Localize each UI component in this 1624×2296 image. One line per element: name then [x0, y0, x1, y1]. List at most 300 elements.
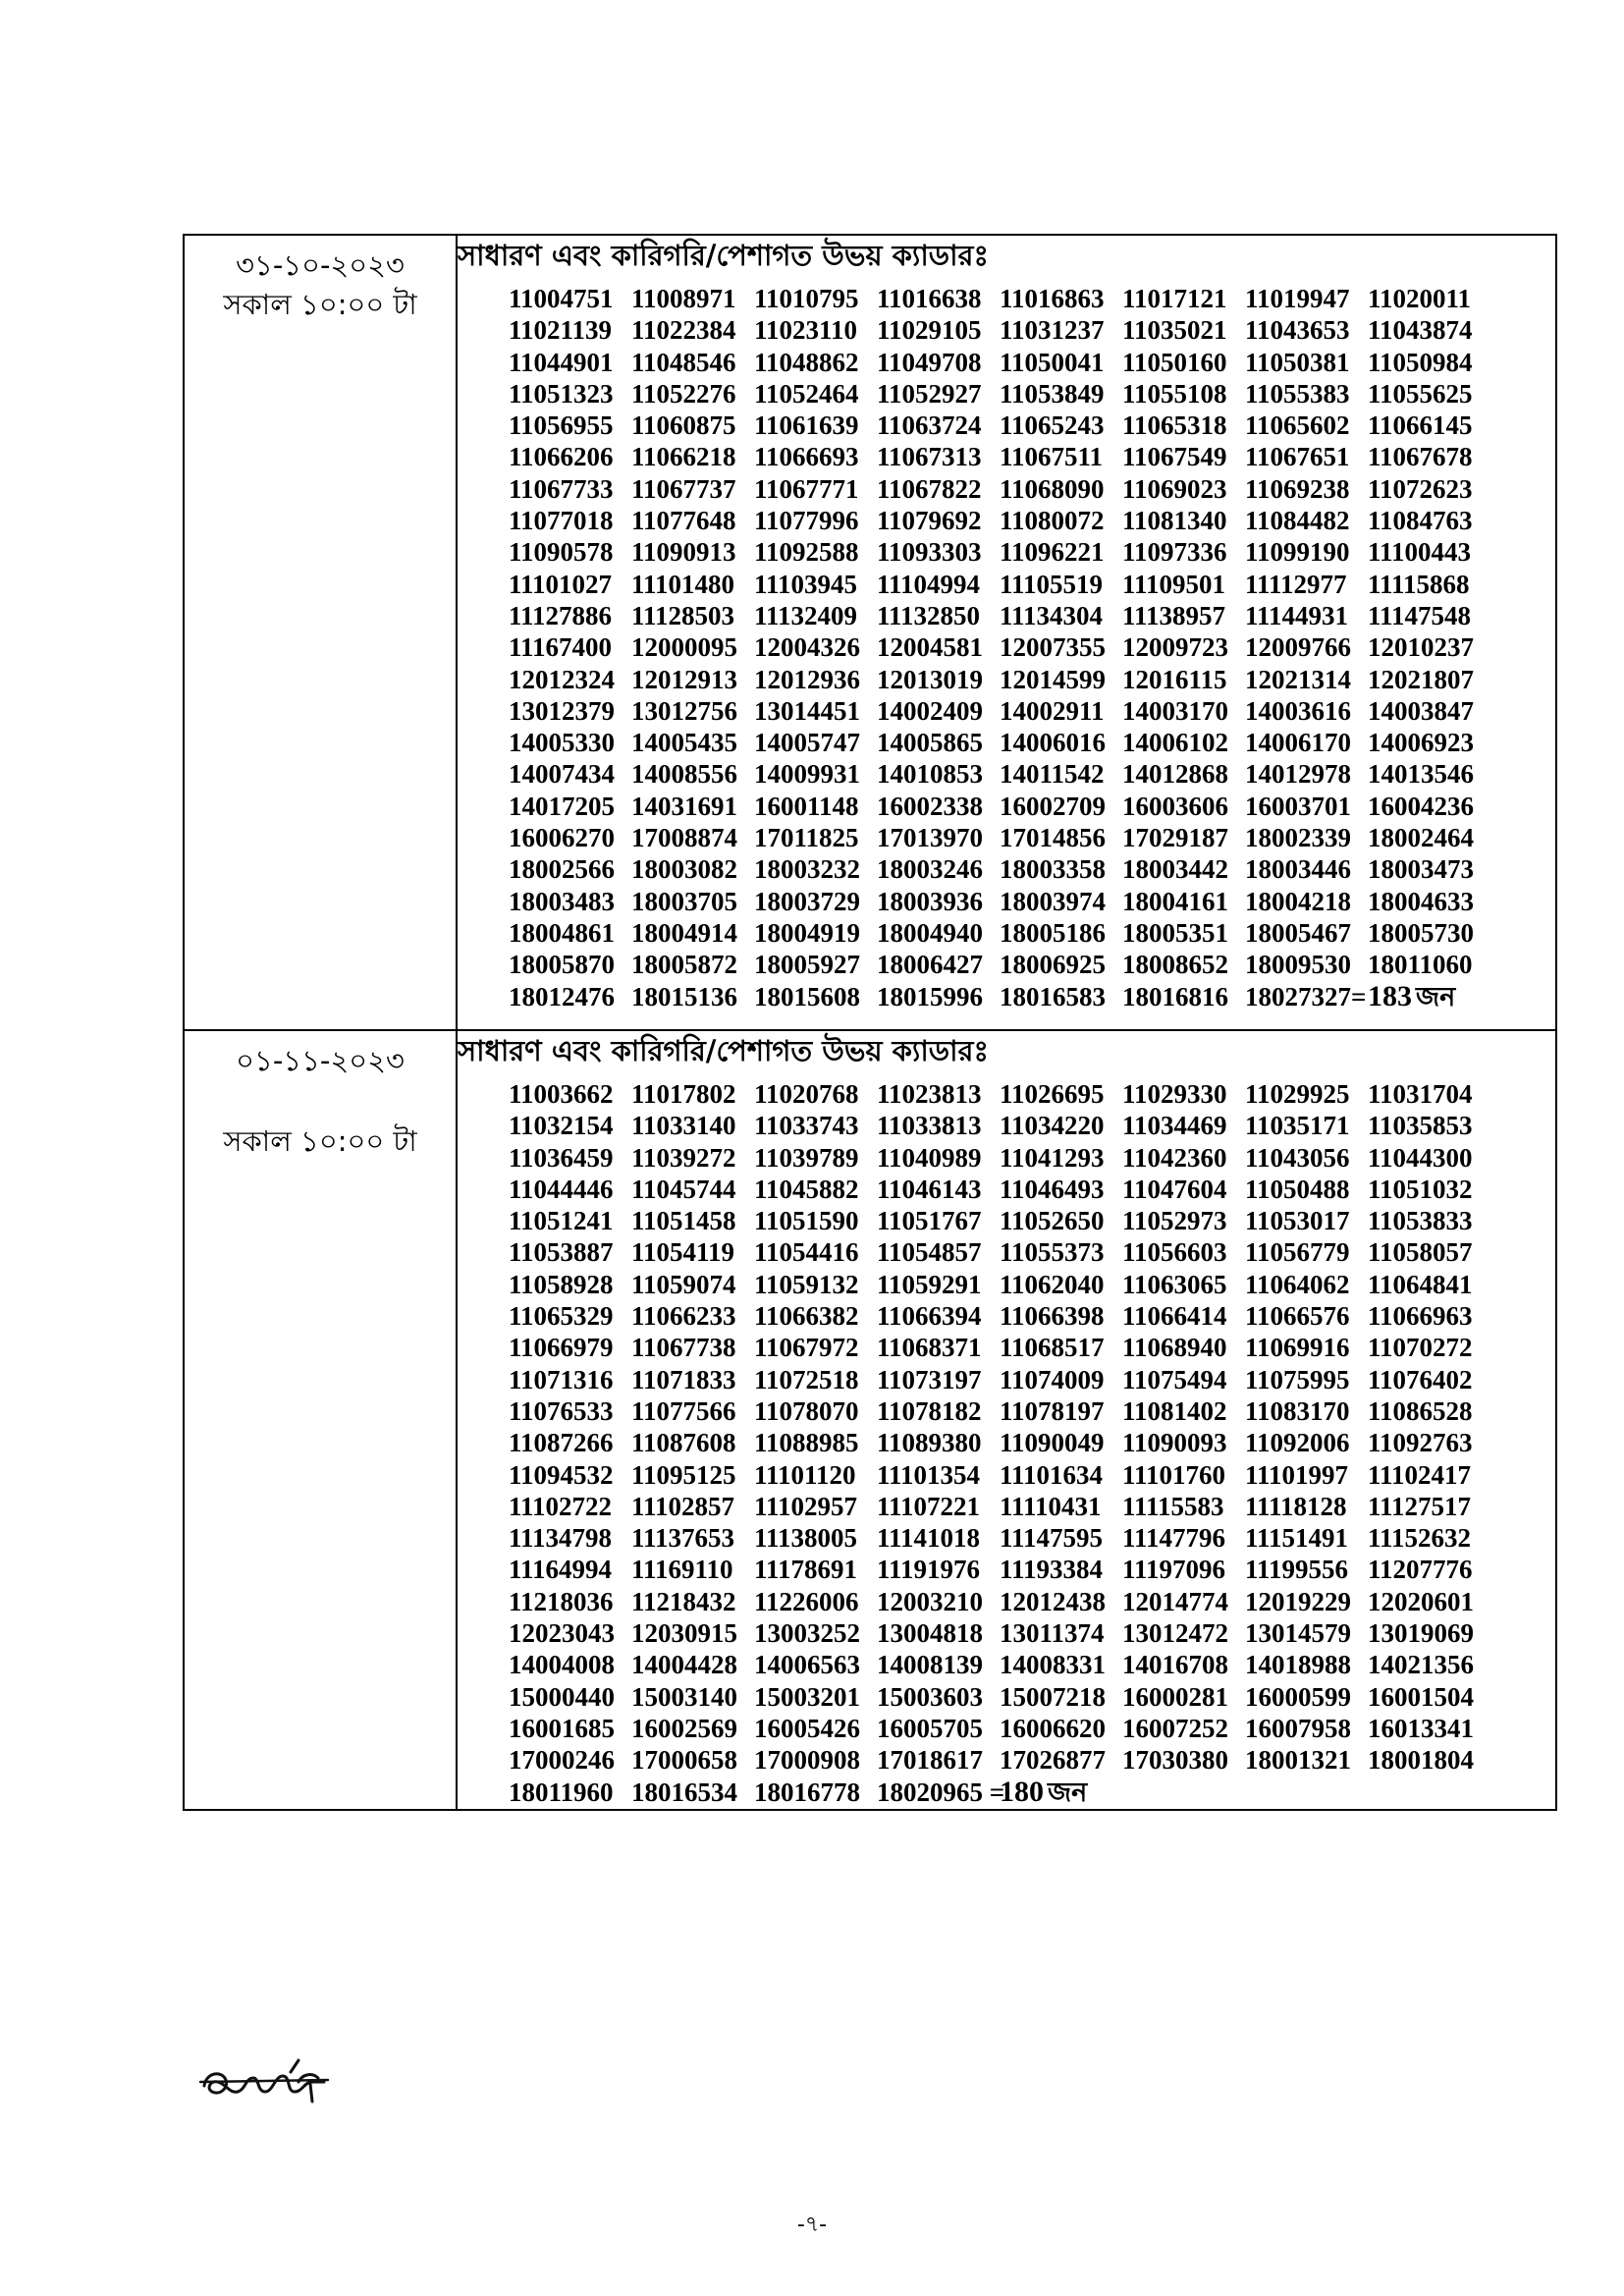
roll-number-list [509, 283, 1490, 1013]
roll-number: 11069916 [1245, 1333, 1350, 1363]
roll-number: 11071833 [631, 1364, 736, 1394]
roll-line [509, 758, 1490, 790]
roll-number: 18004914 [631, 917, 737, 948]
roll-number: 11147796 [1122, 1523, 1226, 1554]
roll-number: 15003201 [754, 1681, 860, 1712]
roll-number: 14012868 [1122, 759, 1228, 790]
roll-number: 14006102 [1122, 728, 1228, 758]
roll-number: 11026695 [1000, 1079, 1105, 1109]
roll-number: 11010795 [754, 284, 859, 313]
roll-number: 11132850 [877, 600, 981, 630]
roll-number: 11077018 [509, 506, 614, 536]
roll-number: 18004633 [1368, 886, 1474, 916]
roll-number: 11039789 [754, 1142, 859, 1173]
roll-number: 11193384 [1000, 1555, 1104, 1585]
roll-number: 11127886 [509, 600, 613, 630]
roll-number: 11079692 [877, 506, 982, 536]
roll-number: 14031691 [631, 791, 737, 821]
roll-number: 11016638 [877, 284, 982, 313]
roll-number: 17029187 [1122, 823, 1228, 853]
roll-number: 11067972 [754, 1333, 859, 1363]
roll-number: 18004161 [1122, 886, 1228, 916]
roll-number: 11068090 [1000, 473, 1105, 504]
roll-number: 11167400 [509, 632, 613, 663]
roll-number: 11075995 [1245, 1364, 1350, 1394]
roll-number: 11074009 [1000, 1364, 1105, 1394]
roll-number: 11065318 [1122, 410, 1227, 441]
roll-line [509, 1332, 1490, 1363]
roll-number: 11017121 [1122, 284, 1227, 313]
roll-number: 16001504 [1368, 1681, 1474, 1712]
roll-number: 11046143 [877, 1174, 982, 1204]
roll-number: 12010237 [1368, 632, 1474, 663]
roll-number: 12012324 [509, 664, 615, 694]
roll-number: 11066693 [754, 442, 859, 472]
roll-number: 11017802 [631, 1079, 736, 1109]
schedule-row [184, 235, 1556, 1030]
roll-number: 11094532 [509, 1459, 614, 1490]
roll-number: 11066233 [631, 1301, 736, 1332]
roll-number: 11151491 [1245, 1523, 1349, 1554]
roll-number: 11073197 [877, 1364, 982, 1394]
roll-number: 18004861 [509, 917, 615, 948]
roll-number: 16006620 [1000, 1713, 1106, 1743]
roll-number: 14017205 [509, 791, 615, 821]
roll-number: 11059291 [877, 1269, 982, 1299]
roll-number: 14005865 [877, 728, 983, 758]
roll-line [509, 917, 1490, 949]
roll-number: 11115868 [1368, 569, 1470, 599]
roll-number: 11100443 [1368, 537, 1472, 568]
page-number: -৭- [796, 2213, 828, 2237]
roll-number: 18008652 [1122, 950, 1228, 980]
roll-number: 11077566 [631, 1395, 736, 1426]
roll-number: 18015136 [631, 981, 737, 1011]
roll-number: 12019229 [1245, 1586, 1351, 1616]
roll-number: 16000599 [1245, 1681, 1351, 1712]
roll-number: 17008874 [631, 823, 737, 853]
roll-number: 11087266 [509, 1428, 614, 1458]
roll-number: 11087608 [631, 1428, 736, 1458]
roll-number: 11096221 [1000, 537, 1105, 568]
roll-number: 11023813 [877, 1079, 982, 1109]
roll-number: 11066394 [877, 1301, 982, 1332]
roll-number: 18016534 [631, 1777, 737, 1807]
roll-number: 11081340 [1122, 506, 1227, 536]
roll-number: 12007355 [1000, 632, 1106, 663]
roll-number: 11050381 [1245, 347, 1350, 377]
roll-number: 18005927 [754, 950, 860, 980]
roll-number: 11048546 [631, 347, 736, 377]
roll-number: 16006270 [509, 823, 615, 853]
roll-number: 14008331 [1000, 1650, 1106, 1680]
roll-number: 14006563 [754, 1650, 860, 1680]
roll-line [509, 631, 1490, 663]
roll-number: 11164994 [509, 1555, 613, 1585]
roll-number: 16007958 [1245, 1713, 1351, 1743]
roll-number: 11067313 [877, 442, 982, 472]
roll-number: 11097336 [1122, 537, 1227, 568]
roll-number: 11101120 [754, 1459, 856, 1490]
roll-number: 11105519 [1000, 569, 1104, 599]
roll-number: 16004236 [1368, 791, 1474, 821]
roll-number: 11042360 [1122, 1142, 1227, 1173]
roll-number: 14003616 [1245, 695, 1351, 726]
roll-number: 12021807 [1368, 664, 1474, 694]
roll-number: 11029925 [1245, 1079, 1350, 1109]
roll-number: 11034469 [1122, 1111, 1227, 1141]
roll-number: 15007218 [1000, 1681, 1106, 1712]
roll-number: 14005435 [631, 728, 737, 758]
roll-number: 16005426 [754, 1713, 860, 1743]
roll-number: 11067678 [1368, 442, 1473, 472]
roll-number: 11147595 [1000, 1523, 1104, 1554]
exam-date: ৩১-১০-২০২৩ [236, 248, 405, 282]
roll-line [509, 441, 1490, 472]
roll-number: 11109501 [1122, 569, 1226, 599]
exam-time: সকাল ১০:০০ টা [223, 1124, 417, 1158]
roll-line [509, 1777, 1490, 1809]
roll-number: 18002566 [509, 854, 615, 885]
roll-number: 11058928 [509, 1269, 614, 1299]
roll-number: 11055373 [1000, 1237, 1105, 1268]
roll-number: 16003606 [1122, 791, 1228, 821]
roll-number: 11102722 [509, 1491, 613, 1521]
signature [196, 2052, 344, 2111]
roll-number: 18015996 [877, 981, 983, 1011]
roll-number: 11102857 [631, 1491, 735, 1521]
roll-number: 14002409 [877, 695, 983, 726]
roll-number: 11067733 [509, 473, 614, 504]
roll-number: 16002709 [1000, 791, 1106, 821]
roll-number: 11067511 [1000, 442, 1104, 472]
roll-number: 18020965 = [877, 1777, 1005, 1807]
roll-number: 18005351 [1122, 917, 1228, 948]
roll-number: 11050984 [1368, 347, 1473, 377]
roll-number: 13012379 [509, 695, 615, 726]
roll-number: 11066979 [509, 1333, 614, 1363]
roll-line [509, 283, 1490, 314]
roll-number: 14008139 [877, 1650, 983, 1680]
roll-number: 11134798 [509, 1523, 613, 1554]
roll-number: 17014856 [1000, 823, 1106, 853]
roll-number: 18009530 [1245, 950, 1351, 980]
roll-number: 11075494 [1122, 1364, 1227, 1394]
roll-number: 11083170 [1245, 1395, 1350, 1426]
roll-number: 11033140 [631, 1111, 736, 1141]
roll-list-cell [457, 235, 1556, 1030]
roll-number: 11141018 [877, 1523, 981, 1554]
roll-line [509, 822, 1490, 853]
roll-number: 18004218 [1245, 886, 1351, 916]
roll-number: 18003446 [1245, 854, 1351, 885]
roll-number: 11137653 [631, 1523, 735, 1554]
roll-number: 11095125 [631, 1459, 736, 1490]
roll-line [509, 1078, 1490, 1110]
roll-number: 13004818 [877, 1618, 983, 1649]
roll-number: 11132409 [754, 600, 858, 630]
roll-number: 11032154 [509, 1111, 614, 1141]
roll-number: 17026877 [1000, 1745, 1106, 1776]
roll-number: 14003170 [1122, 695, 1228, 726]
roll-number: 13012472 [1122, 1618, 1228, 1649]
roll-number: 11067549 [1122, 442, 1227, 472]
roll-number: 11054857 [877, 1237, 982, 1268]
roll-number: 11035021 [1122, 315, 1227, 346]
roll-number: 18003442 [1122, 854, 1228, 885]
roll-number: 11072518 [754, 1364, 859, 1394]
roll-number: 11050488 [1245, 1174, 1350, 1204]
roll-line [509, 314, 1490, 346]
roll-line [509, 1142, 1490, 1174]
roll-number: 11068940 [1122, 1333, 1227, 1363]
roll-line [509, 1174, 1490, 1205]
roll-number: 18012476 [509, 981, 615, 1011]
roll-number: 11103945 [754, 569, 858, 599]
roll-number: 11053849 [1000, 378, 1105, 409]
roll-number: 18015608 [754, 981, 860, 1011]
roll-number: 11107221 [877, 1491, 981, 1521]
roll-number: 11065243 [1000, 410, 1105, 441]
roll-line [509, 1744, 1490, 1776]
roll-number: 18027327= [1245, 981, 1367, 1011]
roll-number: 18003705 [631, 886, 737, 916]
roll-number: 16003701 [1245, 791, 1351, 821]
roll-number: 11092763 [1368, 1428, 1473, 1458]
roll-number: 11064841 [1368, 1269, 1473, 1299]
roll-number: 11110431 [1000, 1491, 1102, 1521]
roll-number: 11055625 [1368, 378, 1473, 409]
roll-number: 11066576 [1245, 1301, 1350, 1332]
roll-number: 18003358 [1000, 854, 1106, 885]
roll-number: 18002464 [1368, 823, 1474, 853]
roll-number: 11056603 [1122, 1237, 1227, 1268]
roll-number: 11084763 [1368, 506, 1473, 536]
roll-number: 11099190 [1245, 537, 1350, 568]
roll-number: 12004581 [877, 632, 983, 663]
roll-number: 11072623 [1368, 473, 1473, 504]
roll-number: 11063724 [877, 410, 982, 441]
roll-number: 11092588 [754, 537, 859, 568]
roll-number: 14021356 [1368, 1650, 1474, 1680]
roll-number: 11138957 [1122, 600, 1226, 630]
roll-number: 14004008 [509, 1650, 615, 1680]
roll-number: 18002339 [1245, 823, 1351, 853]
roll-number: 11226006 [754, 1586, 859, 1616]
roll-number: 11090049 [1000, 1428, 1105, 1458]
roll-line [509, 791, 1490, 822]
roll-number: 11045882 [754, 1174, 859, 1204]
roll-line [509, 505, 1490, 536]
roll-number: 14007434 [509, 759, 615, 790]
roll-number: 18001804 [1368, 1745, 1474, 1776]
roll-number: 14006923 [1368, 728, 1474, 758]
roll-number: 11003662 [509, 1079, 614, 1109]
roll-number: 11077996 [754, 506, 859, 536]
roll-number: 11035853 [1368, 1111, 1473, 1141]
roll-number: 11043874 [1368, 315, 1473, 346]
roll-number: 11147548 [1368, 600, 1472, 630]
roll-number: 11066963 [1368, 1301, 1473, 1332]
cadre-heading: সাধারণ এবং কারিগরি/পেশাগত উভয় ক্যাডারঃ [458, 239, 989, 272]
roll-line [509, 1269, 1490, 1300]
roll-number: 14005330 [509, 728, 615, 758]
roll-number: 18003974 [1000, 886, 1106, 916]
roll-number: 11051767 [877, 1206, 982, 1236]
roll-number: 11076402 [1368, 1364, 1473, 1394]
roll-number: 16000281 [1122, 1681, 1228, 1712]
roll-number: 11056955 [509, 410, 614, 441]
roll-number: 11062040 [1000, 1269, 1105, 1299]
roll-number: 11051323 [509, 378, 614, 409]
roll-number: 11039272 [631, 1142, 736, 1173]
roll-number: 17030380 [1122, 1745, 1228, 1776]
roll-number: 18016583 [1000, 981, 1106, 1011]
roll-number: 11044901 [509, 347, 614, 377]
roll-number: 11077648 [631, 506, 736, 536]
roll-number: 18003246 [877, 854, 983, 885]
roll-number: 11218036 [509, 1586, 614, 1616]
roll-number: 11068517 [1000, 1333, 1105, 1363]
roll-number: 11090578 [509, 537, 614, 568]
roll-number: 16005705 [877, 1713, 983, 1743]
roll-number: 11144931 [1245, 600, 1349, 630]
roll-number: 18005186 [1000, 917, 1106, 948]
roll-number: 12030915 [631, 1618, 737, 1649]
roll-number: 18005467 [1245, 917, 1351, 948]
roll-number: 14012978 [1245, 759, 1351, 790]
roll-number: 11020768 [754, 1079, 859, 1109]
roll-line [509, 886, 1490, 917]
roll-number: 11069023 [1122, 473, 1227, 504]
roll-number: 11058057 [1368, 1237, 1473, 1268]
roll-line [509, 1300, 1490, 1332]
roll-number: 11102957 [754, 1491, 858, 1521]
roll-number: 11063065 [1122, 1269, 1227, 1299]
roll-number: 11066206 [509, 442, 614, 472]
roll-number: 11051241 [509, 1206, 614, 1236]
roll-number: 18003082 [631, 854, 737, 885]
roll-number: 18003473 [1368, 854, 1474, 885]
roll-number: 18001321 [1245, 1745, 1351, 1776]
roll-number: 11101634 [1000, 1459, 1104, 1490]
roll-number: 11066145 [1368, 410, 1473, 441]
roll-line [509, 1491, 1490, 1522]
exam-schedule-table [183, 234, 1557, 1811]
roll-number: 11031237 [1000, 315, 1105, 346]
date-cell [184, 1030, 457, 1810]
roll-number: 11034220 [1000, 1111, 1105, 1141]
roll-number: 11050160 [1122, 347, 1227, 377]
roll-number: 11101480 [631, 569, 735, 599]
roll-line [509, 1205, 1490, 1236]
roll-number: 14006170 [1245, 728, 1351, 758]
roll-line [509, 1649, 1490, 1680]
roll-number: 11059132 [754, 1269, 859, 1299]
roll-number: 11023110 [754, 315, 858, 346]
roll-number: 11090093 [1122, 1428, 1227, 1458]
roll-line [509, 600, 1490, 631]
roll-number: 11086528 [1368, 1395, 1473, 1426]
roll-number: 11020011 [1368, 284, 1472, 313]
roll-number: 11052650 [1000, 1206, 1105, 1236]
roll-number: 16002338 [877, 791, 983, 821]
roll-number: 11022384 [631, 315, 736, 346]
roll-number: 17000246 [509, 1745, 615, 1776]
roll-number: 15003140 [631, 1681, 737, 1712]
roll-number: 17000658 [631, 1745, 737, 1776]
schedule-body [184, 235, 1556, 1810]
roll-number: 11076533 [509, 1395, 614, 1426]
roll-number: 11199556 [1245, 1555, 1349, 1585]
total-count: 183 [1368, 979, 1412, 1012]
roll-number: 11045744 [631, 1174, 736, 1204]
roll-number: 11021139 [509, 315, 613, 346]
roll-number: 16013341 [1368, 1713, 1474, 1743]
roll-number: 11048862 [754, 347, 859, 377]
roll-number: 11019947 [1245, 284, 1350, 313]
roll-number: 11115583 [1122, 1491, 1224, 1521]
roll-line [509, 569, 1490, 600]
roll-number: 14013546 [1368, 759, 1474, 790]
total-unit: জন [1416, 981, 1456, 1012]
roll-number: 13003252 [754, 1618, 860, 1649]
roll-line [509, 378, 1490, 410]
roll-number: 14010853 [877, 759, 983, 790]
roll-number: 15003603 [877, 1681, 983, 1712]
cadre-heading: সাধারণ এবং কারিগরি/পেশাগত উভয় ক্যাডারঃ [458, 1034, 989, 1067]
roll-number: 12012438 [1000, 1586, 1106, 1616]
roll-number: 11035171 [1245, 1111, 1350, 1141]
candidate-total [1000, 1777, 1087, 1809]
roll-number: 12004326 [754, 632, 860, 663]
roll-number: 13019069 [1368, 1618, 1474, 1649]
roll-number: 18006925 [1000, 950, 1106, 980]
roll-number: 18003729 [754, 886, 860, 916]
roll-number: 11066398 [1000, 1301, 1105, 1332]
roll-number: 11052927 [877, 378, 982, 409]
roll-number: 11059074 [631, 1269, 736, 1299]
roll-number: 11047604 [1122, 1174, 1227, 1204]
roll-number: 11043056 [1245, 1142, 1350, 1173]
roll-number: 18003936 [877, 886, 983, 916]
roll-number: 12009766 [1245, 632, 1351, 663]
roll-number: 11067822 [877, 473, 982, 504]
roll-number: 11081402 [1122, 1395, 1227, 1426]
roll-number: 11070272 [1368, 1333, 1473, 1363]
roll-number: 11101354 [877, 1459, 981, 1490]
roll-number: 11197096 [1122, 1555, 1226, 1585]
roll-number: 11060875 [631, 410, 736, 441]
roll-number: 11071316 [509, 1364, 614, 1394]
roll-number: 18016816 [1122, 981, 1228, 1011]
roll-number: 14003847 [1368, 695, 1474, 726]
roll-number: 11178691 [754, 1555, 858, 1585]
roll-number: 11090913 [631, 537, 736, 568]
roll-line [509, 536, 1490, 568]
roll-number: 11008971 [631, 284, 736, 313]
roll-number: 11053887 [509, 1237, 614, 1268]
roll-number: 17018617 [877, 1745, 983, 1776]
roll-number: 18005872 [631, 950, 737, 980]
roll-number: 11053833 [1368, 1206, 1473, 1236]
roll-number: 11066218 [631, 442, 736, 472]
roll-number: 11033743 [754, 1111, 859, 1141]
roll-number: 11049708 [877, 347, 982, 377]
roll-line [509, 1617, 1490, 1649]
roll-number: 11051032 [1368, 1174, 1473, 1204]
roll-line [509, 473, 1490, 505]
